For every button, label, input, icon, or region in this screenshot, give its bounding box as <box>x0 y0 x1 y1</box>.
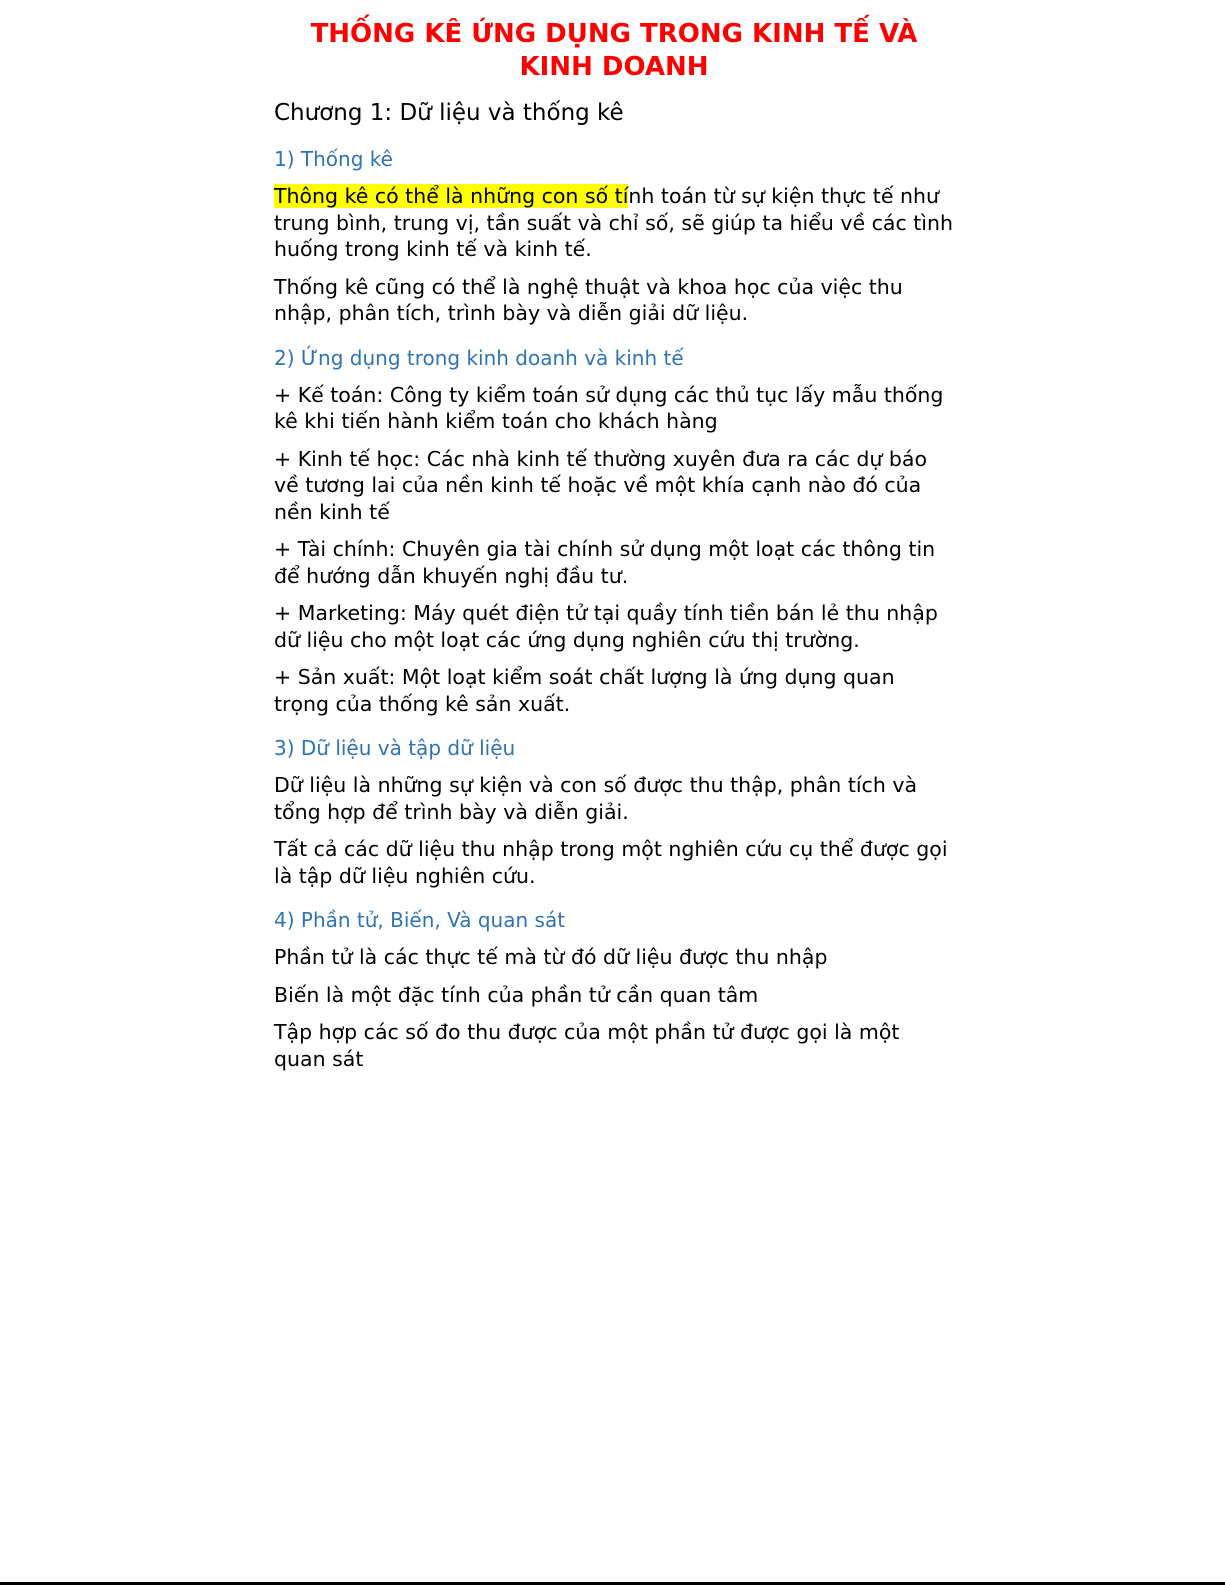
section-heading-thong-ke: 1) Thống kê <box>274 147 393 171</box>
section-heading-phan-tu: 4) Phần tử, Biến, Và quan sát <box>274 908 566 932</box>
paragraph-kinh-te-hoc: + Kinh tế học: Các nhà kinh tế thường xuyên đưa ra các dự báo về tương lai của nền kinh tế hoặc về một khía cạnh nào đó của nền kinh tế <box>274 446 928 524</box>
paragraph-tai-chinh: + Tài chính: Chuyên gia tài chính sử dụng một loạt các thông tin để hướng dẫn khuyến nghị đầu tư. <box>274 537 936 588</box>
paragraph-marketing: + Marketing: Máy quét điện tử tại quầy tính tiền bán lẻ thu nhập dữ liệu cho một loạt các ứng dụng nghiên cứu thị trường. <box>274 601 938 652</box>
paragraph-ke-toan: + Kế toán: Công ty kiểm toán sử dụng các thủ tục lấy mẫu thống kê khi tiến hành kiểm toán cho khách hàng <box>274 382 944 433</box>
highlighted-text: Thông kê có thể là những con số tí <box>274 184 629 208</box>
paragraph-thong-ke-definition <box>274 183 954 263</box>
chapter-heading: Chương 1: Dữ liệu và thống kê <box>274 100 624 126</box>
paragraph-san-xuat: + Sản xuất: Một loạt kiểm soát chất lượng là ứng dụng quan trọng của thống kê sản xuất. <box>274 665 895 716</box>
paragraph-text: nh toán từ sự kiện thực tế như trung bình, trung vị, tần suất và chỉ số, sẽ giúp ta hiểu về các tình huống trong kinh tế và kinh tế. <box>274 184 953 261</box>
document-title: THỐNG KÊ ỨNG DỤNG TRONG KINH TẾ VÀ KINH DOANH <box>310 19 918 82</box>
paragraph-thong-ke-art: Thống kê cũng có thể là nghệ thuật và khoa học của việc thu nhập, phân tích, trình bày và diễn giải dữ liệu. <box>274 274 903 325</box>
paragraph-du-lieu-definition: Dữ liệu là những sự kiện và con số được thu thập, phân tích và tổng hợp để trình bày và diễn giải. <box>274 773 918 824</box>
section-heading-du-lieu: 3) Dữ liệu và tập dữ liệu <box>274 736 516 760</box>
section-heading-ung-dung: 2) Ứng dụng trong kinh doanh và kinh tế <box>274 345 684 370</box>
paragraph-quan-sat: Tập hợp các số đo thu được của một phần tử được gọi là một quan sát <box>274 1020 900 1071</box>
paragraph-bien: Biến là một đặc tính của phần tử cần quan tâm <box>274 982 759 1007</box>
paragraph-phan-tu: Phần tử là các thực tế mà từ đó dữ liệu được thu nhập <box>274 945 828 969</box>
paragraph-tap-du-lieu: Tất cả các dữ liệu thu nhập trong một nghiên cứu cụ thể được gọi là tập dữ liệu nghiên cứu. <box>274 837 948 888</box>
document-body <box>274 18 954 1072</box>
